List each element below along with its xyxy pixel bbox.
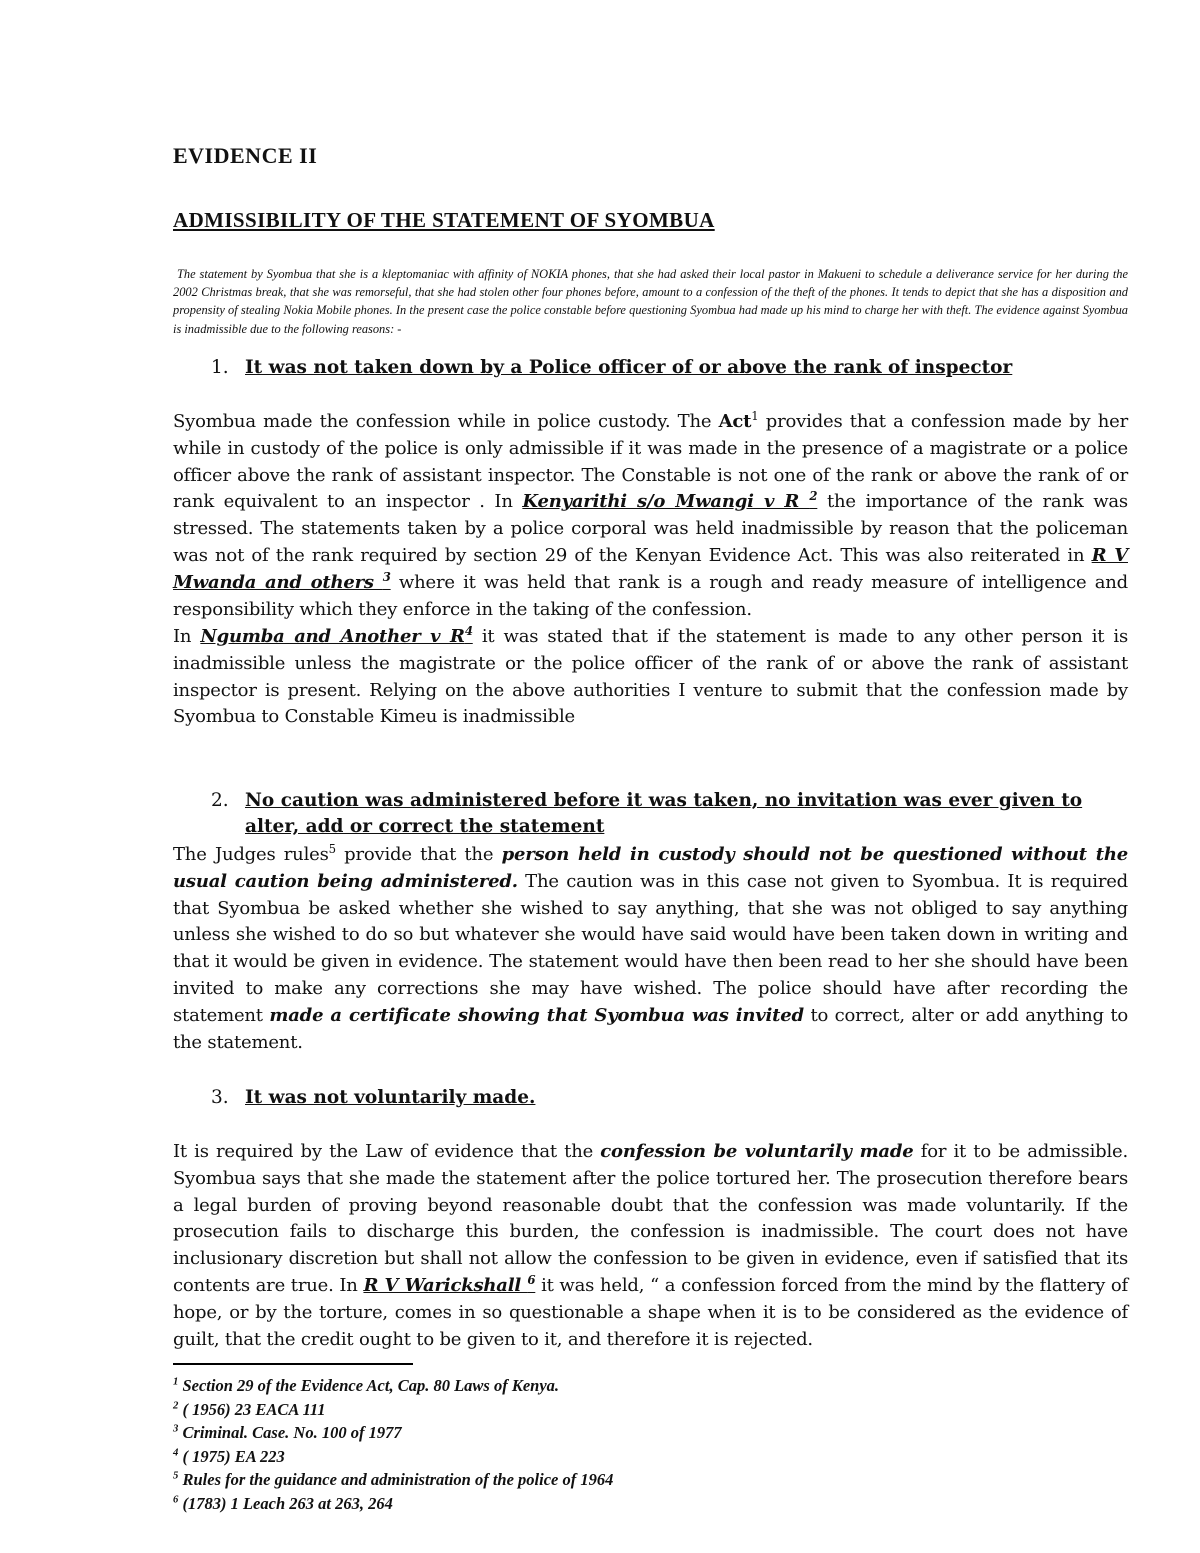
footnotes-list bbox=[173, 1374, 1128, 1515]
footnote-separator bbox=[173, 1363, 413, 1365]
act-reference: Act bbox=[718, 411, 752, 432]
footnote-ref-1: 1 bbox=[751, 409, 759, 423]
section-1-heading bbox=[173, 355, 1128, 381]
document-subtitle: ADMISSIBILITY OF THE STATEMENT OF SYOMBUA bbox=[173, 208, 715, 232]
footnote-item: $^2$ ( 1956) 23 EACA 111 bbox=[173, 1399, 326, 1419]
footnote-ref-3: 3 bbox=[382, 569, 391, 584]
footnote-item: $^4$ ( 1975) EA 223 bbox=[173, 1446, 285, 1466]
document-title: EVIDENCE II bbox=[173, 143, 318, 168]
emphasis-certificate: made a certificate showing that Syombua was invited bbox=[269, 1004, 804, 1026]
section-1-heading-text: It was not taken down by a Police officer of or above the rank of inspector bbox=[245, 357, 1013, 378]
section-1-number: 1. bbox=[211, 357, 229, 378]
case-kenyarithi: Kenyarithi s/o Mwangi v R $^2$ bbox=[522, 489, 818, 513]
footnote-item: $^3$ Criminal. Case. No. 100 of 1977 bbox=[173, 1422, 402, 1442]
section-3-number: 3. bbox=[211, 1087, 229, 1108]
case-ngumba: Ngumba and Another v $R^4$ bbox=[200, 624, 473, 647]
footnote-ref-5: 5 bbox=[328, 842, 336, 856]
footnote-ref-6: 6 bbox=[527, 1272, 536, 1287]
emphasis-caution: person held in custody should not be questioned without the usual caution being administered. bbox=[173, 844, 1128, 892]
emphasis-voluntary: confession be voluntarily made bbox=[600, 1141, 914, 1162]
section-1-paragraph-1: Syombua made the confession while in police custody. The Act$^1$ provides that a confession made by her while in custody of the police is only admissible if it was made in the presence of a magistrate or a police officer above the rank of assistant inspector. The Constable is not one of the rank or above the rank of or rank equivalent to an inspector . In Kenyarithi s/o Mwangi v R $^2$ the importance of the rank was stressed. The statements taken by a police corporal was held inadmissible by reason that the policeman was not of the rank required by section 29 of the Kenyan Evidence Act. This was also reiterated in R V Mwanda and others $^3$ where it was held that rank is a rough and ready measure of intelligence and responsibility which they enforce in the taking of the confession. bbox=[173, 409, 1129, 620]
footnote-ref-4: 4 bbox=[464, 624, 473, 638]
footnote-item: $^5$ Rules for the guidance and administration of the police of 1964 bbox=[173, 1469, 614, 1489]
footnote-ref-2: 2 bbox=[809, 489, 818, 504]
section-2-number: 2. bbox=[211, 790, 229, 811]
section-3-paragraph: It is required by the Law of evidence that the confession be voluntarily made for it to be admissible. Syombua says that she made the statement after the police tortured her. The prosecution therefore bears a legal burden of proving beyond reasonable doubt that the confession was made voluntarily. If the prosecution fails to discharge this burden, the confession is inadmissible. The court does not have inclusionary discretion but shall not allow the confession to be given in evidence, even if satisfied that its contents are true. In R V Warickshall $^6$ it was held, “ a confession forced from the mind by the flattery of hope, or by the torture, comes in so questionable a shape when it is to be considered as the evidence of guilt, that the credit ought to be given to it, and therefore it is rejected. bbox=[173, 1141, 1128, 1350]
section-2-heading-text: No caution was administered before it was taken, no invitation was ever given to alter, add or correct the statement bbox=[245, 790, 1083, 837]
case-mwanda: R V Mwanda and others $^3$ bbox=[173, 544, 1128, 593]
section-3-heading-text: It was not voluntarily made. bbox=[245, 1087, 536, 1108]
case-warickshall: R V Warickshall $^6$ bbox=[363, 1272, 536, 1296]
section-3-heading bbox=[173, 1085, 1128, 1111]
footnote-item: $^1$ Section 29 of the Evidence Act, Cap. 80 Laws of Kenya. bbox=[173, 1375, 560, 1395]
intro-paragraph: The statement by Syombua that she is a kleptomaniac with affinity of NOKIA phones, that she had asked their local pastor in Makueni to schedule a deliverance service for her during the 2002 Christmas break, that she was remorseful, that she had stolen other four phones before, amount to a confession of the theft of the phones. It tends to depict that she has a disposition and propensity of stealing Nokia Mobile phones. In the present case the police constable before questioning Syombua had made up his mind to charge her with theft. The evidence against Syombua is inadmissible due to the following reasons: - bbox=[173, 267, 1128, 336]
footnote-item: $^6$ (1783) 1 Leach 263 at 263, 264 bbox=[173, 1493, 393, 1513]
section-1-paragraph-2: In Ngumba and Another v $R^4$ it was stated that if the statement is made to any other person it is inadmissible unless the magistrate or the police officer of the rank of or above the rank of assistant inspector is present. Relying on the above authorities I venture to submit that the confession made by Syombua to Constable Kimeu is inadmissible bbox=[173, 624, 1128, 728]
section-2-paragraph: The Judges rules$^5$ provide that the person held in custody should not be questioned without the usual caution being administered. The caution was in this case not given to Syombua. It is required that Syombua be asked whether she wished to say anything, that she was not obliged to say anything unless she wished to do so but whatever she would have said would have been taken down in writing and that it would be given in evidence. The statement would have then been read to her she should have been invited to make any corrections she may have wished. The police should have after recording the statement made a certificate showing that Syombua was invited to correct, alter or add anything to the statement. bbox=[173, 842, 1129, 1053]
section-2-heading bbox=[173, 788, 1128, 840]
